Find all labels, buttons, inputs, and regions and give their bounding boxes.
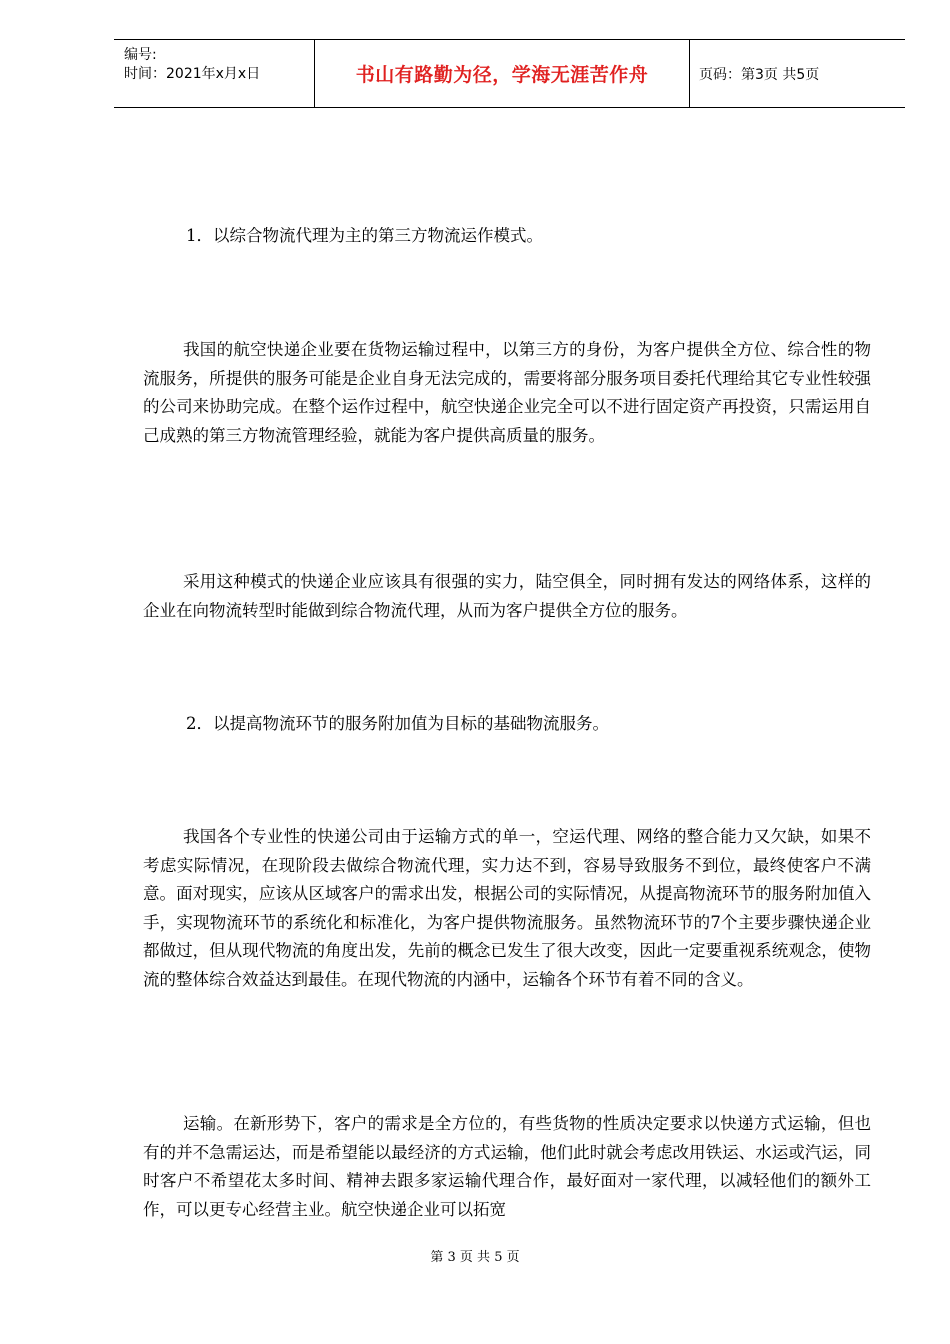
header-meta bbox=[114, 40, 315, 107]
header-motto-cell bbox=[315, 40, 690, 107]
section-heading-1: 1．以综合物流代理为主的第三方物流运作模式。 bbox=[186, 226, 543, 245]
date-label: 时间：2021年x月x日 bbox=[124, 66, 261, 82]
paragraph-4: 运输。在新形势下，客户的需求是全方位的，有些货物的性质决定要求以快递方式运输，但也有的并不急需运达，而是希望能以最经济的方式运输，他们此时就会考虑改用铁运、水运或汽运，同时客户不希望花太多时间、精神去跟多家运输代理合作，最好面对一家代理，以减轻他们的额外工作，可以更专心经营主业。航空快递企业可以拓宽 bbox=[143, 1114, 871, 1219]
footer-page-number: 第 3 页 共 5 页 bbox=[430, 1250, 520, 1265]
section-heading-2: 2．以提高物流环节的服务附加值为目标的基础物流服务。 bbox=[186, 714, 609, 733]
paragraph-3: 我国各个专业性的快递公司由于运输方式的单一，空运代理、网络的整合能力又欠缺，如果不考虑实际情况，在现阶段去做综合物流代理，实力达不到，容易导致服务不到位，最终使客户不满意。面对现实，应该从区域客户的需求出发，根据公司的实际情况，从提高物流环节的服务附加值入手，实现物流环节的系统化和标准化，为客户提供物流服务。虽然物流环节的7个主要步骤快递企业都做过，但从现代物流的角度出发，先前的概念已发生了很大改变，因此一定要重视系统观念，使物流的整体综合效益达到最佳。在现代物流的内涵中，运输各个环节有着不同的含义。 bbox=[143, 827, 871, 989]
id-label: 编号: bbox=[124, 47, 157, 63]
page-header bbox=[114, 39, 905, 108]
paragraph-2: 采用这种模式的快递企业应该具有很强的实力，陆空俱全，同时拥有发达的网络体系，这样的企业在向物流转型时能做到综合物流代理，从而为客户提供全方位的服务。 bbox=[143, 572, 871, 620]
paragraph-1: 我国的航空快递企业要在货物运输过程中，以第三方的身份，为客户提供全方位、综合性的物流服务，所提供的服务可能是企业自身无法完成的，需要将部分服务项目委托代理给其它专业性较强的公司来协助完成。在整个运作过程中，航空快递企业完全可以不进行固定资产再投资，只需运用自己成熟的第三方物流管理经验，就能为客户提供高质量的服务。 bbox=[143, 340, 871, 445]
page-info: 页码：第3页 共5页 bbox=[699, 66, 820, 83]
header-page-info-cell bbox=[690, 40, 905, 107]
motto-text: 书山有路勤为径，学海无涯苦作舟 bbox=[355, 64, 649, 86]
page-footer bbox=[0, 1246, 950, 1265]
